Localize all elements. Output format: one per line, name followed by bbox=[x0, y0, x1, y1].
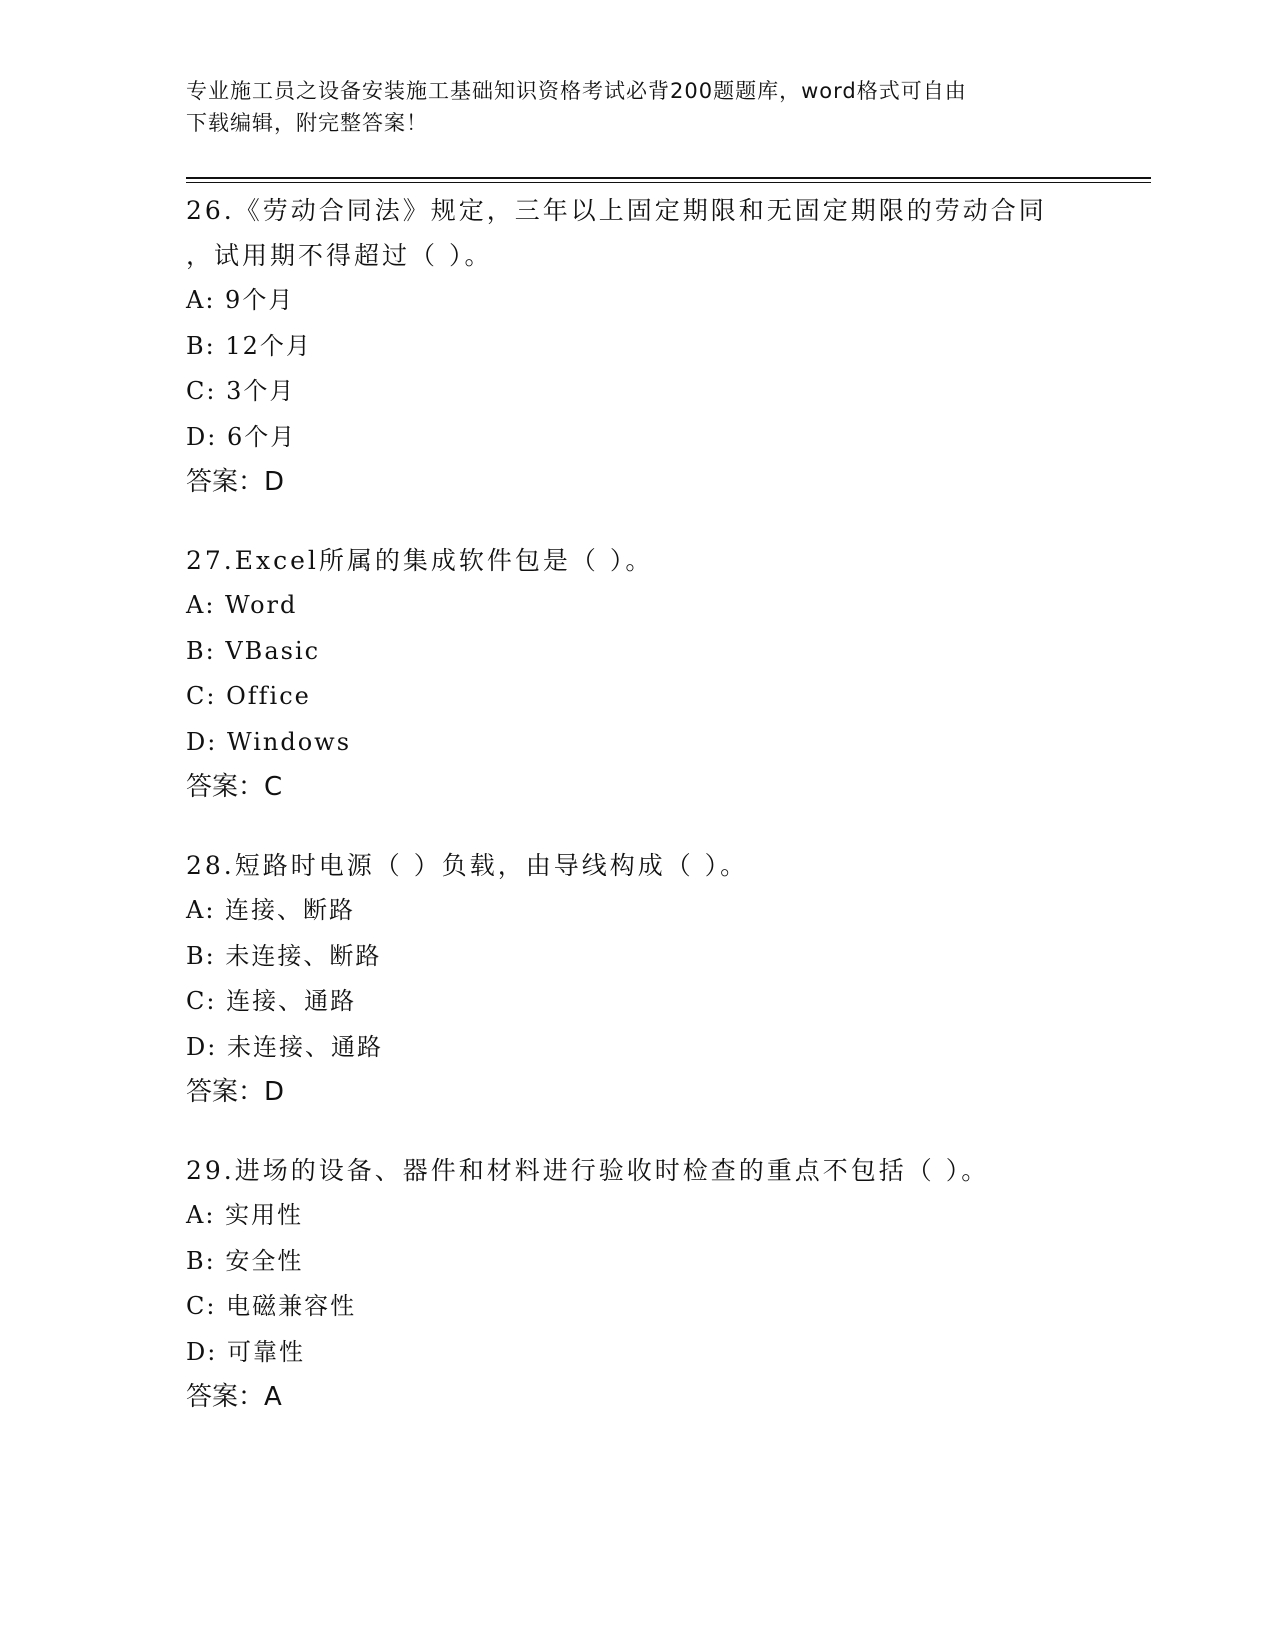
answer-value: D bbox=[264, 467, 285, 497]
option-c: C: Office bbox=[186, 682, 311, 710]
answer-line bbox=[186, 1070, 1086, 1115]
question-text-line-1: 28.短路时电源（ ）负载，由导线构成（ ）。 bbox=[186, 851, 749, 880]
answer-value: D bbox=[264, 1077, 285, 1107]
question-text-line-1: 27.Excel所属的集成软件包是（ ）。 bbox=[186, 546, 654, 575]
option-b: B: 未连接、断路 bbox=[186, 941, 382, 970]
option-a: A: 9个月 bbox=[186, 286, 295, 314]
option-c: C: 电磁兼容性 bbox=[186, 1292, 357, 1320]
answer-value: C bbox=[264, 772, 283, 802]
question-28 bbox=[186, 843, 1086, 1115]
option-d: D: 6个月 bbox=[186, 422, 297, 451]
question-text-line-1: 29.进场的设备、器件和材料进行验收时检查的重点不包括（ ）。 bbox=[186, 1156, 990, 1185]
question-text-line-2: ，试用期不得超过（ ）。 bbox=[186, 241, 493, 270]
answer-label: 答案： bbox=[186, 1382, 265, 1412]
answer-label: 答案： bbox=[186, 467, 265, 497]
option-b: B: 12个月 bbox=[186, 331, 312, 360]
document-header bbox=[186, 75, 1086, 139]
question-26 bbox=[186, 188, 1086, 505]
option-a: A: Word bbox=[186, 591, 298, 619]
question-text-line-1: 26.《劳动合同法》规定，三年以上固定期限和无固定期限的劳动合同 bbox=[186, 196, 1047, 225]
option-b: B: 安全性 bbox=[186, 1246, 304, 1275]
option-d: D: 未连接、通路 bbox=[186, 1032, 383, 1061]
answer-value: A bbox=[264, 1382, 282, 1412]
answer-line bbox=[186, 460, 1086, 505]
header-divider-thick bbox=[186, 177, 1151, 179]
option-b: B: VBasic bbox=[186, 636, 321, 665]
option-d: D: Windows bbox=[186, 727, 352, 756]
header-divider-thin bbox=[186, 182, 1151, 183]
option-c: C: 连接、通路 bbox=[186, 987, 357, 1015]
option-a: A: 实用性 bbox=[186, 1201, 304, 1229]
answer-label: 答案： bbox=[186, 772, 265, 802]
answer-label: 答案： bbox=[186, 1077, 265, 1107]
header-line-2: 下载编辑，附完整答案！ bbox=[186, 111, 428, 135]
option-c: C: 3个月 bbox=[186, 377, 296, 405]
option-d: D: 可靠性 bbox=[186, 1337, 305, 1366]
question-27 bbox=[186, 538, 1086, 810]
answer-line bbox=[186, 765, 1086, 810]
answer-line bbox=[186, 1375, 1086, 1420]
header-line-1: 专业施工员之设备安装施工基础知识资格考试必背200题题库，word格式可自由 bbox=[186, 79, 967, 103]
option-a: A: 连接、断路 bbox=[186, 896, 356, 924]
question-29 bbox=[186, 1148, 1086, 1420]
